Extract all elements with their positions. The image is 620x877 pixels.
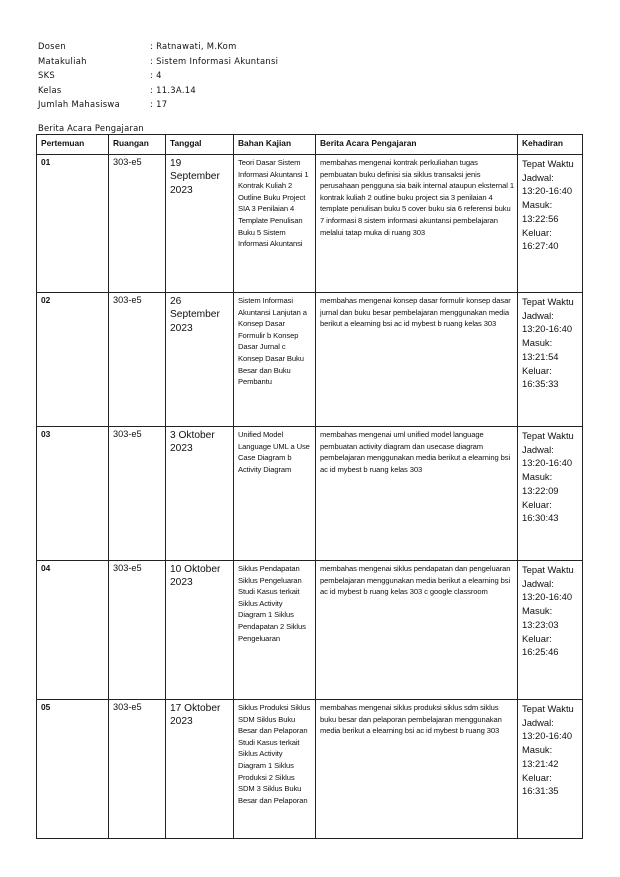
section-title: Berita Acara Pengajaran (38, 123, 144, 133)
cell-kehadiran: Tepat Waktu Jadwal: 13:20-16:40 Masuk: 13:21:54 Keluar: 16:35:33 (518, 293, 583, 427)
cell-pertemuan: 04 (37, 561, 109, 700)
table-header-row (37, 135, 583, 155)
cell-pertemuan: 05 (37, 700, 109, 839)
info-label: SKS (38, 70, 56, 80)
info-label: Matakuliah (38, 55, 87, 66)
info-value: : 17 (150, 99, 168, 109)
table-row (37, 561, 583, 700)
cell-kehadiran: Tepat Waktu Jadwal: 13:20-16:40 Masuk: 13:21:42 Keluar: 16:31:35 (518, 700, 583, 839)
cell-bahan-kajian: Sistem Informasi Akuntansi Lanjutan a Konsep Dasar Formulir b Konsep Dasar Jurnal c Konsep Dasar Buku Besar dan Buku Pembantu (234, 293, 316, 427)
column-header-kehadiran: Kehadiran (518, 135, 583, 155)
column-header-bahan-kajian: Bahan Kajian (234, 135, 316, 155)
cell-tanggal: 10 Oktober 2023 (166, 561, 234, 700)
cell-pertemuan: 01 (37, 155, 109, 293)
table-row (37, 155, 583, 293)
info-value: : Sistem Informasi Akuntansi (150, 55, 279, 66)
table-row (37, 293, 583, 427)
info-row-sks (38, 68, 278, 83)
cell-berita-acara: membahas mengenai uml unified model language pembuatan activity diagram dan usecase diagram pembelajaran menggunakan media berikut a elearning bsi ac id mybest b ruang kelas 303 (316, 427, 518, 561)
cell-kehadiran: Tepat Waktu Jadwal: 13:20-16:40 Masuk: 13:23:03 Keluar: 16:25:46 (518, 561, 583, 700)
cell-tanggal: 17 Oktober 2023 (166, 700, 234, 839)
course-info (38, 39, 278, 112)
cell-bahan-kajian: Siklus Pendapatan Siklus Pengeluaran Studi Kasus terkait Siklus Activity Diagram 1 Siklus Pendapatan 2 Siklus Pengeluaran (234, 561, 316, 700)
cell-tanggal: 3 Oktober 2023 (166, 427, 234, 561)
info-row-dosen (38, 39, 278, 54)
cell-tanggal: 19 September 2023 (166, 155, 234, 293)
cell-berita-acara: membahas mengenai siklus pendapatan dan pengeluaran pembelajaran menggunakan media berikut a elearning bsi ac id mybest b ruang kelas 303 c google classroom (316, 561, 518, 700)
info-label: Dosen (38, 41, 66, 51)
info-label: Kelas (38, 84, 62, 95)
cell-ruangan: 303-e5 (109, 561, 166, 700)
column-header-ruangan: Ruangan (109, 135, 166, 155)
cell-bahan-kajian: Unified Model Language UML a Use Case Diagram b Activity Diagram (234, 427, 316, 561)
info-label: Jumlah Mahasiswa (38, 99, 120, 109)
cell-ruangan: 303-e5 (109, 700, 166, 839)
cell-bahan-kajian: Teori Dasar Sistem Informasi Akuntansi 1 Kontrak Kuliah 2 Outline Buku Project SIA 3 Penilaian 4 Template Penulisan Buku 5 Sistem Informasi Akuntansi (234, 155, 316, 293)
column-header-berita-acara: Berita Acara Pengajaran (316, 135, 518, 155)
cell-kehadiran: Tepat Waktu Jadwal: 13:20-16:40 Masuk: 13:22:09 Keluar: 16:30:43 (518, 427, 583, 561)
info-value: : 4 (150, 70, 162, 80)
cell-ruangan: 303-e5 (109, 155, 166, 293)
info-value: : Ratnawati, M.Kom (150, 41, 237, 51)
cell-pertemuan: 02 (37, 293, 109, 427)
teaching-record-table (36, 134, 583, 839)
cell-pertemuan: 03 (37, 427, 109, 561)
cell-bahan-kajian: Siklus Produksi Siklus SDM Siklus Buku Besar dan Pelaporan Studi Kasus terkait Siklus Activity Diagram 1 Siklus Produksi 2 Siklus SDM 3 Siklus Buku Besar dan Pelaporan (234, 700, 316, 839)
table-row (37, 700, 583, 839)
info-row-jumlah-mahasiswa (38, 97, 278, 112)
table-row (37, 427, 583, 561)
cell-berita-acara: membahas mengenai kontrak perkuliahan tugas pembuatan buku definisi sia siklus transaksi jenis perusahaan pengguna sia baik internal ataupun eksternal 1 kontrak kuliah 2 outline buku project sia 3 penilaian 4 template penulisan buku 5 cover buku sia 6 referensi buku 7 informasi 8 sistem informasi akuntansi pembelajaran melalui tatap muka di ruang 303 (316, 155, 518, 293)
cell-berita-acara: membahas mengenai siklus produksi siklus sdm siklus buku besar dan pelaporan pembelajaran menggunakan media berikut a elearning bsi ac id mybest b ruang 303 (316, 700, 518, 839)
cell-tanggal: 26 September 2023 (166, 293, 234, 427)
info-row-matakuliah (38, 54, 278, 69)
cell-ruangan: 303-e5 (109, 427, 166, 561)
info-value: : 11.3A.14 (150, 84, 197, 95)
column-header-pertemuan: Pertemuan (37, 135, 109, 155)
column-header-tanggal: Tanggal (166, 135, 234, 155)
cell-kehadiran: Tepat Waktu Jadwal: 13:20-16:40 Masuk: 13:22:56 Keluar: 16:27:40 (518, 155, 583, 293)
info-row-kelas (38, 83, 278, 98)
cell-ruangan: 303-e5 (109, 293, 166, 427)
cell-berita-acara: membahas mengenai konsep dasar formulir konsep dasar jurnal dan buku besar pembelajaran menggunakan media berikut a elearning bsi ac id mybest b ruang kelas 303 (316, 293, 518, 427)
